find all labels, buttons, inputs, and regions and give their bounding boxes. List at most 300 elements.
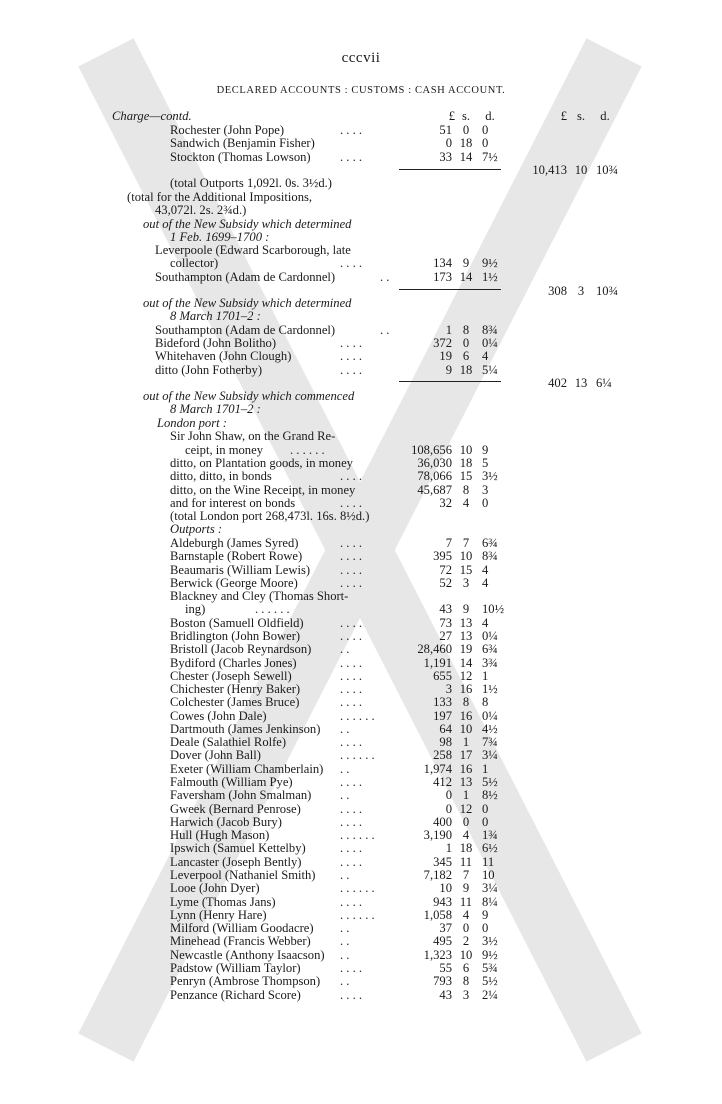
entry-name: ditto, on the Wine Receipt, in money <box>170 483 356 497</box>
pence: 1 <box>482 669 489 683</box>
total-pounds: 10,413 <box>532 163 567 177</box>
pence: 11 <box>482 855 495 869</box>
pounds: 98 <box>439 735 452 749</box>
pence: 5 <box>482 456 489 470</box>
pence: 8¾ <box>482 323 498 337</box>
shillings: 13 <box>459 629 473 643</box>
shillings: 10 <box>459 722 473 736</box>
account-row <box>0 271 722 284</box>
pence: 1½ <box>482 270 498 284</box>
pence: 5½ <box>482 775 498 789</box>
leader-dots: . . . . <box>340 496 363 510</box>
shillings-header: s. <box>461 109 471 123</box>
shillings: 9 <box>462 602 470 616</box>
shillings: 14 <box>459 150 473 164</box>
leader-dots: . . . . <box>340 616 363 630</box>
section-heading <box>0 310 722 323</box>
entry-name: Padstow (William Taylor) <box>170 961 301 975</box>
shillings: 14 <box>459 656 473 670</box>
outport-row <box>0 749 722 762</box>
shillings: 18 <box>459 136 473 150</box>
shillings: 15 <box>459 563 473 577</box>
pence: 0 <box>482 123 489 137</box>
leader-dots: . . <box>380 270 390 284</box>
leader-dots: . . <box>340 868 350 882</box>
shillings: 16 <box>459 762 473 776</box>
entry-name: Bristoll (Jacob Reynardson) <box>170 642 312 656</box>
pence: 10 <box>482 868 495 882</box>
outport-row <box>0 789 722 802</box>
entry-name: Leverpoole (Edward Scarborough, late <box>155 243 351 257</box>
subsidy-heading: out of the New Subsidy which determined <box>143 296 352 310</box>
leader-dots: . . . . <box>340 549 363 563</box>
pounds: 10 <box>439 881 452 895</box>
leader-dots: . . . . <box>340 815 363 829</box>
leader-dots: . . . . . . <box>255 602 290 616</box>
shillings: 10 <box>459 549 473 563</box>
account-row <box>0 364 722 377</box>
shillings: 0 <box>462 921 470 935</box>
leader-dots: . . . . <box>340 336 363 350</box>
shillings: 0 <box>462 336 470 350</box>
pounds: 793 <box>433 974 452 988</box>
account-row <box>0 430 722 443</box>
entry-name: Gweek (Bernard Penrose) <box>170 802 301 816</box>
entry-name: Colchester (James Bruce) <box>170 695 300 709</box>
pounds: 655 <box>433 669 452 683</box>
leader-dots: . . . . . . <box>340 828 375 842</box>
subsidy-date: 8 March 1701–2 : <box>170 402 261 416</box>
subsidy-heading: out of the New Subsidy which determined <box>143 217 352 231</box>
entry-name: Minehead (Francis Webber) <box>170 934 311 948</box>
pounds: 495 <box>433 934 452 948</box>
pounds: 1,058 <box>423 908 452 922</box>
leader-dots: . . . . <box>340 895 363 909</box>
leader-dots: . . . . <box>340 695 363 709</box>
account-row <box>0 124 722 137</box>
pounds: 345 <box>433 855 452 869</box>
shillings: 18 <box>459 841 473 855</box>
pounds: 0 <box>445 136 452 150</box>
entry-name: Chester (Joseph Sewell) <box>170 669 292 683</box>
entry-name: Southampton (Adam de Cardonnel) <box>155 270 336 284</box>
pence: 0 <box>482 136 489 150</box>
pounds: 133 <box>433 695 452 709</box>
pounds: 3 <box>445 682 452 696</box>
pounds: 1,191 <box>423 656 452 670</box>
shillings: 3 <box>462 576 470 590</box>
leader-dots: . . <box>340 722 350 736</box>
leader-dots: . . . . <box>340 682 363 696</box>
pence: 5¾ <box>482 961 498 975</box>
pence: 0 <box>482 921 489 935</box>
subtotal-row <box>0 377 722 390</box>
leader-dots: . . . . . . <box>340 709 375 723</box>
outport-row <box>0 909 722 922</box>
pounds: 173 <box>433 270 452 284</box>
shillings: 13 <box>459 775 473 789</box>
shillings: 8 <box>462 323 470 337</box>
pence: 1¾ <box>482 828 498 842</box>
pounds: 27 <box>439 629 452 643</box>
pounds: 134 <box>433 256 452 270</box>
pounds: 1,974 <box>423 762 452 776</box>
subsidy-date: 8 March 1701–2 : <box>170 309 261 323</box>
leader-dots: . . . . <box>340 841 363 855</box>
entry-name: Penzance (Richard Score) <box>170 988 301 1002</box>
total-outports-note: (total Outports 1,092l. 0s. 3½d.) <box>170 176 332 190</box>
leader-dots: . . . . <box>340 802 363 816</box>
pence: 6½ <box>482 841 498 855</box>
pence: 3¼ <box>482 748 498 762</box>
shillings: 8 <box>462 974 470 988</box>
shillings: 4 <box>462 828 470 842</box>
pence: 8¼ <box>482 895 498 909</box>
leader-dots: . . . . <box>340 363 363 377</box>
pence: 7½ <box>482 150 498 164</box>
entry-name: Chichester (Henry Baker) <box>170 682 301 696</box>
pence: 9½ <box>482 948 498 962</box>
section-heading <box>0 403 722 416</box>
total-pence-header: d. <box>600 109 610 123</box>
leader-dots: . . . . <box>340 656 363 670</box>
entry-name: Sir John Shaw, on the Grand Re- <box>170 429 336 443</box>
entry-name: Harwich (Jacob Bury) <box>170 815 282 829</box>
pence: 4 <box>482 563 489 577</box>
shillings: 3 <box>462 988 470 1002</box>
total-pounds: 308 <box>548 284 567 298</box>
entry-name: Exeter (William Chamberlain) <box>170 762 324 776</box>
entry-name: Bydiford (Charles Jones) <box>170 656 297 670</box>
pounds: 51 <box>439 123 452 137</box>
pence: 0 <box>482 802 489 816</box>
pounds: 7 <box>445 536 452 550</box>
pence: 0 <box>482 496 489 510</box>
total-pounds: 402 <box>548 376 567 390</box>
leader-dots: . . <box>340 948 350 962</box>
outport-row <box>0 550 722 563</box>
london-total-note: (total London port 268,473l. 16s. 8½d.) <box>170 509 370 523</box>
pence: 1½ <box>482 682 498 696</box>
leader-dots: . . . . <box>340 855 363 869</box>
entry-name: Blackney and Cley (Thomas Short- <box>170 589 349 603</box>
subsidy-heading: out of the New Subsidy which commenced <box>143 389 355 403</box>
shillings: 10 <box>459 443 473 457</box>
entry-name: Deale (Salathiel Rolfe) <box>170 735 287 749</box>
outport-row <box>0 962 722 975</box>
pence: 4 <box>482 616 489 630</box>
leader-dots: . . . . . . <box>340 881 375 895</box>
pounds: 72 <box>439 563 452 577</box>
leader-dots: . . . . <box>340 988 363 1002</box>
leader-dots: . . <box>380 323 390 337</box>
entry-name: ditto, on Plantation goods, in money <box>170 456 353 470</box>
shillings: 16 <box>459 709 473 723</box>
outport-row <box>0 922 722 935</box>
pounds: 1 <box>445 323 452 337</box>
shillings: 9 <box>462 881 470 895</box>
outport-row <box>0 590 722 603</box>
outport-row <box>0 577 722 590</box>
pounds: 7,182 <box>423 868 452 882</box>
pounds: 52 <box>439 576 452 590</box>
total-pence: 10¾ <box>596 163 619 177</box>
pence: 9 <box>482 908 489 922</box>
entry-name: Lynn (Henry Hare) <box>170 908 267 922</box>
charge-label: Charge—contd. <box>112 109 192 123</box>
section-heading <box>0 523 722 536</box>
pence: 3¾ <box>482 656 498 670</box>
pounds: 33 <box>439 150 452 164</box>
pence: 5½ <box>482 974 498 988</box>
pence-header: d. <box>485 109 495 123</box>
shillings: 12 <box>459 669 473 683</box>
outport-row <box>0 975 722 988</box>
entry-name-cont: collector) <box>170 256 219 270</box>
account-row <box>0 444 722 457</box>
pence: 3¼ <box>482 881 498 895</box>
account-row <box>0 470 722 483</box>
shillings: 8 <box>462 695 470 709</box>
entry-name: Dover (John Ball) <box>170 748 261 762</box>
entry-name: Hull (Hugh Mason) <box>170 828 270 842</box>
entry-name: Southampton (Adam de Cardonnel) <box>155 323 336 337</box>
shillings: 6 <box>462 349 470 363</box>
shillings: 2 <box>462 934 470 948</box>
pounds: 78,066 <box>417 469 452 483</box>
pounds: 64 <box>439 722 452 736</box>
pence: 6¾ <box>482 642 498 656</box>
pence: 8¾ <box>482 549 498 563</box>
shillings: 16 <box>459 682 473 696</box>
leader-dots: . . . . <box>340 349 363 363</box>
pence: 8 <box>482 695 489 709</box>
pence: 7¾ <box>482 735 498 749</box>
outport-row <box>0 603 722 616</box>
shillings: 19 <box>459 642 473 656</box>
column-headings <box>0 110 722 123</box>
pounds: 1 <box>445 841 452 855</box>
entry-name: Rochester (John Pope) <box>170 123 285 137</box>
pounds: 45,687 <box>417 483 452 497</box>
total-shillings: 13 <box>574 376 588 390</box>
leader-dots: . . . . <box>340 961 363 975</box>
pounds: 36,030 <box>417 456 452 470</box>
shillings: 4 <box>462 496 470 510</box>
entry-name: Leverpool (Nathaniel Smith) <box>170 868 316 882</box>
leader-dots: . . . . <box>340 669 363 683</box>
leader-dots: . . <box>340 974 350 988</box>
total-shillings-header: s. <box>576 109 586 123</box>
pounds: 3,190 <box>423 828 452 842</box>
subsidy-date: 1 Feb. 1699–1700 : <box>170 230 270 244</box>
pence: 0¼ <box>482 629 498 643</box>
pounds: 1,323 <box>423 948 452 962</box>
pounds: 400 <box>433 815 452 829</box>
total-pence: 6¼ <box>596 376 612 390</box>
pence: 8½ <box>482 788 498 802</box>
pence: 0¼ <box>482 336 498 350</box>
shillings: 9 <box>462 256 470 270</box>
entry-name: Newcastle (Anthony Isaacson) <box>170 948 325 962</box>
entry-name: Lyme (Thomas Jans) <box>170 895 276 909</box>
leader-dots: . . . . <box>340 256 363 270</box>
shillings: 11 <box>459 895 473 909</box>
shillings: 6 <box>462 961 470 975</box>
entry-name: Sandwich (Benjamin Fisher) <box>170 136 315 150</box>
section-heading <box>0 297 722 310</box>
pounds: 943 <box>433 895 452 909</box>
pence: 4½ <box>482 722 498 736</box>
additional-impositions-note: (total for the Additional Impositions, <box>127 190 313 204</box>
shillings: 17 <box>459 748 473 762</box>
shillings: 12 <box>459 802 473 816</box>
pounds: 55 <box>439 961 452 975</box>
entry-name: Milford (William Goodacre) <box>170 921 314 935</box>
pounds: 9 <box>445 363 452 377</box>
entry-name: ditto (John Fotherby) <box>155 363 263 377</box>
entry-name-cont: ceipt, in money <box>185 443 263 457</box>
account-row <box>0 137 722 150</box>
pounds: 19 <box>439 349 452 363</box>
shillings: 18 <box>459 363 473 377</box>
pence: 3½ <box>482 934 498 948</box>
entry-name: Cowes (John Dale) <box>170 709 267 723</box>
leader-dots: . . . . . . <box>340 908 375 922</box>
entry-name: Penryn (Ambrose Thompson) <box>170 974 321 988</box>
note-row <box>0 191 722 204</box>
entry-name: Lancaster (Joseph Bently) <box>170 855 302 869</box>
total-shillings: 3 <box>577 284 585 298</box>
outport-row <box>0 935 722 948</box>
leader-dots: . . . . . . <box>340 748 375 762</box>
pounds: 43 <box>439 602 452 616</box>
pounds: 0 <box>445 802 452 816</box>
leader-dots: . . . . <box>340 775 363 789</box>
shillings: 18 <box>459 456 473 470</box>
entry-name: Looe (John Dyer) <box>170 881 260 895</box>
shillings: 8 <box>462 483 470 497</box>
pounds: 28,460 <box>417 642 452 656</box>
entry-name: Beaumaris (William Lewis) <box>170 563 311 577</box>
entry-name: Berwick (George Moore) <box>170 576 298 590</box>
pounds: 0 <box>445 788 452 802</box>
entry-name: Aldeburgh (James Syred) <box>170 536 299 550</box>
leader-dots: . . <box>340 642 350 656</box>
shillings: 1 <box>462 735 470 749</box>
pounds: 197 <box>433 709 452 723</box>
shillings: 7 <box>462 536 470 550</box>
shillings: 4 <box>462 908 470 922</box>
section-heading <box>0 231 722 244</box>
pounds: 412 <box>433 775 452 789</box>
entry-name: Falmouth (William Pye) <box>170 775 293 789</box>
shillings: 0 <box>462 815 470 829</box>
outport-row <box>0 882 722 895</box>
outports-label: Outports : <box>170 522 223 536</box>
pence: 1 <box>482 762 489 776</box>
entry-name: Boston (Samuell Oldfield) <box>170 616 304 630</box>
leader-dots: . . <box>340 762 350 776</box>
shillings: 0 <box>462 123 470 137</box>
outport-row <box>0 643 722 656</box>
pence: 0 <box>482 815 489 829</box>
entry-name: Whitehaven (John Clough) <box>155 349 292 363</box>
entry-name: and for interest on bonds <box>170 496 296 510</box>
total-pence: 10¾ <box>596 284 619 298</box>
leader-dots: . . <box>340 921 350 935</box>
pence: 4 <box>482 349 489 363</box>
shillings: 1 <box>462 788 470 802</box>
pence: 0¼ <box>482 709 498 723</box>
entry-name: ditto, ditto, in bonds <box>170 469 272 483</box>
outport-row <box>0 710 722 723</box>
note-row <box>0 204 722 217</box>
pounds-header: £ <box>448 109 455 123</box>
outport-row <box>0 989 722 1002</box>
pence: 6¾ <box>482 536 498 550</box>
pence: 10½ <box>482 602 505 616</box>
note-row <box>0 510 722 523</box>
page-header: DECLARED ACCOUNTS : CUSTOMS : CASH ACCOUNT. <box>216 85 506 96</box>
section-heading <box>0 417 722 430</box>
leader-dots: . . . . <box>340 536 363 550</box>
london-port-label: London port : <box>157 416 227 430</box>
outport-row <box>0 776 722 789</box>
pence: 9 <box>482 443 489 457</box>
leader-dots: . . . . <box>340 123 363 137</box>
outport-row <box>0 842 722 855</box>
pounds: 73 <box>439 616 452 630</box>
pounds: 37 <box>439 921 452 935</box>
pence: 9½ <box>482 256 498 270</box>
outport-row <box>0 856 722 869</box>
pounds: 108,656 <box>411 443 452 457</box>
leader-dots: . . . . <box>340 629 363 643</box>
subtotal-row <box>0 164 722 177</box>
total-pounds-header: £ <box>560 109 567 123</box>
leader-dots: . . . . <box>340 469 363 483</box>
pounds: 372 <box>433 336 452 350</box>
page-number: cccvii <box>341 50 381 66</box>
entry-name: Bideford (John Bolitho) <box>155 336 277 350</box>
leader-dots: . . . . <box>340 735 363 749</box>
shillings: 13 <box>459 616 473 630</box>
shillings: 11 <box>459 855 473 869</box>
account-row <box>0 257 722 270</box>
pence: 5¼ <box>482 363 498 377</box>
shillings: 10 <box>459 948 473 962</box>
leader-dots: . . <box>340 788 350 802</box>
leader-dots: . . . . <box>340 563 363 577</box>
leader-dots: . . . . . . <box>290 443 325 457</box>
additional-impositions-amount: 43,072l. 2s. 2¾d.) <box>155 203 247 217</box>
entry-name: Ipswich (Samuel Kettelby) <box>170 841 306 855</box>
pounds: 32 <box>439 496 452 510</box>
pence: 3 <box>482 483 489 497</box>
note-row <box>0 177 722 190</box>
entry-name-cont: ing) <box>185 602 206 616</box>
shillings: 14 <box>459 270 473 284</box>
pounds: 43 <box>439 988 452 1002</box>
pounds: 258 <box>433 748 452 762</box>
entry-name: Dartmouth (James Jenkinson) <box>170 722 321 736</box>
entry-name: Faversham (John Smalman) <box>170 788 312 802</box>
total-shillings: 10 <box>574 163 588 177</box>
pence: 3½ <box>482 469 498 483</box>
pence: 4 <box>482 576 489 590</box>
section-heading <box>0 218 722 231</box>
